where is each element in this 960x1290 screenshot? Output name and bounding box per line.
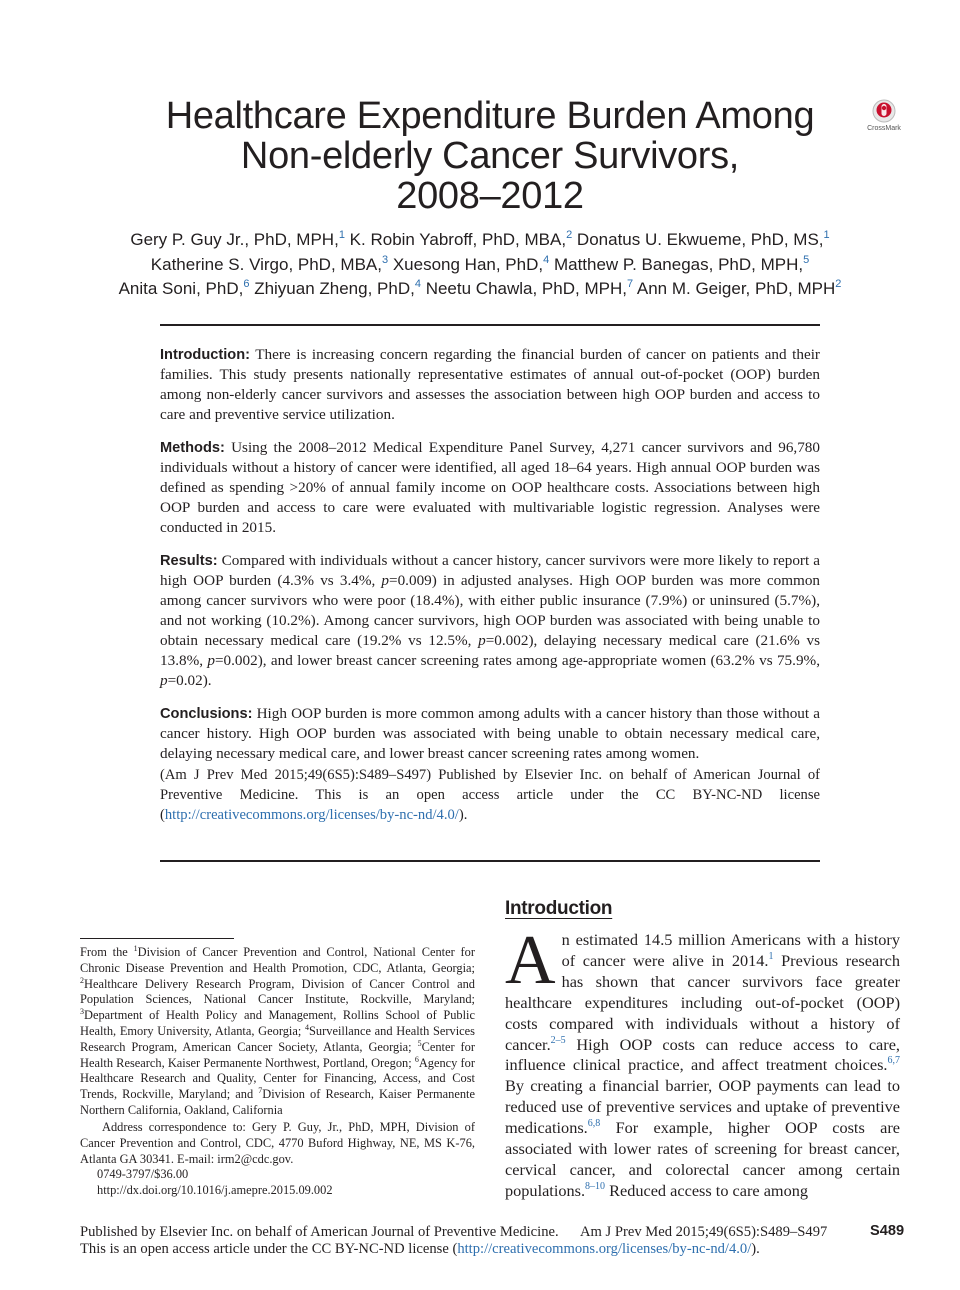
author-affiliation-ref[interactable]: 2 <box>566 229 573 241</box>
affiliation-number: 7 <box>258 1086 263 1096</box>
abstract-results-text: =0.02). <box>167 672 212 689</box>
author: Donatus U. Ekwueme, PhD, MS, <box>576 230 824 249</box>
affiliation: Division of Cancer Prevention and Control, National Center for Chronic Disease Prevention and Health Promotion, CDC, Atlanta, Georgia; <box>80 945 475 975</box>
author-list <box>60 228 900 302</box>
affiliation: Agency for Healthcare Research and Quality, Center for Financing, Access, and Cost Trends, Rockville, Maryland; and <box>80 1055 475 1102</box>
affiliation-number: 1 <box>133 944 138 953</box>
page-number: S489 <box>870 1223 905 1239</box>
affiliation: Department of Health Policy and Management, Rollins School of Public Health, Emory University, Atlanta, Georgia; <box>80 1008 475 1038</box>
doi-link[interactable]: http://dx.doi.org/10.1016/j.amepre.2015.09.002 <box>97 1183 333 1197</box>
license-paren: ( <box>160 807 165 823</box>
license-paren: ). <box>458 807 468 823</box>
affiliation-number: 5 <box>417 1038 422 1048</box>
author: Katherine S. Virgo, PhD, MBA, <box>150 254 382 274</box>
crossmark-icon[interactable] <box>866 98 902 138</box>
footer-journal-citation: Am J Prev Med 2015;49(6S5):S489–S497 <box>580 1224 828 1240</box>
footer-license-text: This is an open access article under the CC BY-NC-ND license ( <box>80 1241 458 1257</box>
reference-link[interactable]: 2–5 <box>550 1034 566 1046</box>
citation-text: (Am J Prev Med 2015;49(6S5):S489–S497) Published by Elsevier Inc. on behalf of American Journal of Preventive Medicine. This is an open access article under the CC BY-NC-ND license <box>160 767 820 803</box>
introduction-heading: Introduction <box>505 898 613 919</box>
author: Neetu Chawla, PhD, MPH, <box>425 279 627 298</box>
author: Zhiyuan Zheng, PhD, <box>254 279 415 298</box>
author: Ann M. Geiger, PhD, MPH <box>636 279 836 298</box>
author: Anita Soni, PhD, <box>118 279 244 298</box>
author-affiliation-ref[interactable]: 5 <box>803 253 810 266</box>
intro-sentence: n estimated 14.5 million Americans with a history of cancer were alive in 2014. <box>561 930 900 970</box>
footer-publisher: Published by Elsevier Inc. on behalf of American Journal of Preventive Medicine. <box>80 1224 559 1240</box>
author: Matthew P. Banegas, PhD, MPH, <box>553 254 804 274</box>
author-affiliation-ref[interactable]: 7 <box>626 278 634 290</box>
affiliation-number: 2 <box>80 975 84 985</box>
footer-license <box>80 1241 760 1258</box>
author-affiliation-ref[interactable]: 1 <box>823 229 830 241</box>
introduction-body <box>505 922 900 1202</box>
affiliations <box>80 945 475 1119</box>
abstract-conclusions <box>160 704 820 764</box>
affiliation-number: 6 <box>414 1054 419 1064</box>
p-value-symbol: p <box>207 652 215 669</box>
abstract-conclusions-heading: Conclusions: <box>160 706 253 722</box>
abstract-results-text: =0.009) in adjusted analyses. High OOP burden was more common among cancer survivors who were poor (18.4%), with either public insurance (7.9%) or uninsured (5.7%), and not working (10.2%). Among cancer survivors, high OOP burden was associated with being unable to obtain necessary medical care (19.2% vs 12.5%, <box>160 572 821 649</box>
title-line-3: 2008–2012 <box>396 175 584 217</box>
abstract-citation <box>160 765 820 825</box>
crossmark-label: CrossMark <box>867 125 901 132</box>
p-value-symbol: p <box>381 572 390 589</box>
author-affiliation-ref[interactable]: 3 <box>381 253 389 266</box>
affiliation: Center for Health Research, Kaiser Permanente Northwest, Portland, Oregon; <box>80 1039 476 1070</box>
affiliation-number: 4 <box>305 1022 310 1032</box>
p-value-symbol: p <box>160 672 168 689</box>
author-affiliation-ref[interactable]: 4 <box>414 278 421 290</box>
correspondence: Address correspondence to: Gery P. Guy, Jr., PhD, MPH, Division of Cancer Prevention and Control, CDC, 4770 Buford Highway, NE, MS K-76, Atlanta GA 30341. E-mail: irm2@cdc.gov. <box>80 1120 475 1166</box>
reference-link[interactable]: 1 <box>768 950 774 962</box>
license-link[interactable]: http://creativecommons.org/licenses/by-nc-nd/4.0/ <box>164 807 459 823</box>
author-affiliation-ref[interactable]: 2 <box>835 278 842 290</box>
affiliation-number: 3 <box>80 1007 84 1017</box>
intro-sentence: By creating a financial barrier, OOP payments can lead to reduced use of preventive services and uptake of preventive medications. <box>505 1076 900 1138</box>
footnote-rule <box>80 938 234 939</box>
abstract-conclusions-text: High OOP burden is more common among adults with a cancer history than those without a cancer history. High OOP burden was associated with being unable to obtain necessary medical care, delaying necessary medical care, and lower breast cancer screening rates among women. <box>160 705 820 762</box>
p-value-symbol: p <box>478 632 486 649</box>
drop-cap: A <box>505 922 556 999</box>
author: Xuesong Han, PhD, <box>392 254 544 274</box>
reference-link[interactable]: 8–10 <box>585 1180 606 1192</box>
intro-sentence: High OOP costs can reduce access to care, influence clinical practice, and affect treatment choices. <box>505 1034 900 1075</box>
intro-sentence: For example, higher OOP costs are associated with lower rates of screening for breast cancer, cervical cancer, and colorectal cancer among certain populations. <box>505 1118 900 1200</box>
abstract-introduction <box>160 345 820 425</box>
author-affiliation-ref[interactable]: 1 <box>338 229 345 241</box>
abstract <box>160 345 820 838</box>
author: K. Robin Yabroff, PhD, MBA, <box>349 230 567 249</box>
abstract-top-rule <box>160 324 820 326</box>
abstract-introduction-text: There is increasing concern regarding the financial burden of cancer on patients and their families. This study presents nationally representative estimates of annual out-of-pocket (OOP) burden among non-elderly cancer survivors and assesses the association between high OOP burden and access to care and preventive service utilization. <box>160 346 820 423</box>
author: Gery P. Guy Jr., PhD, MPH, <box>130 230 339 249</box>
issn: 0749-3797/$36.00 <box>97 1167 189 1181</box>
abstract-results-text: =0.002), and lower breast cancer screening rates among age-appropriate women (63.2% vs 75.9%, <box>214 652 820 669</box>
abstract-bottom-rule <box>160 860 820 862</box>
intro-sentence: Reduced access to care among <box>605 1180 809 1200</box>
abstract-results-text: Compared with individuals without a cancer history, cancer survivors were more likely to report a high OOP burden (4.3% vs 3.4%, <box>160 552 820 589</box>
title-line-1: Healthcare Expenditure Burden Among <box>165 95 815 137</box>
affiliation: Healthcare Delivery Research Program, Division of Cancer Control and Population Sciences, National Cancer Institute, Rockville, Maryland; <box>80 976 475 1007</box>
author-affiliation-ref[interactable]: 6 <box>243 278 250 290</box>
footer-license-link[interactable]: http://creativecommons.org/licenses/by-nc-nd/4.0/ <box>457 1241 752 1257</box>
affiliation: Division of Research, Kaiser Permanente Northern California, Oakland, California <box>80 1087 475 1117</box>
affiliation: Surveillance and Health Services Research Program, American Cancer Society, Atlanta, Georgia; <box>80 1023 475 1054</box>
footer-license-text: ). <box>751 1241 760 1257</box>
abstract-results-text: =0.002), delaying necessary medical care (21.6% vs 13.8%, <box>160 632 820 669</box>
author-affiliation-ref[interactable]: 4 <box>543 253 550 266</box>
abstract-results-heading: Results: <box>160 553 218 569</box>
title-line-2: Non-elderly Cancer Survivors, <box>240 135 740 177</box>
article-title <box>120 96 860 216</box>
abstract-methods-heading: Methods: <box>160 440 225 456</box>
abstract-introduction-heading: Introduction: <box>160 347 250 363</box>
intro-sentence: Previous research has shown that cancer survivors face greater healthcare expenditures including out-of-pocket (OOP) costs compared with individuals without a history of cancer. <box>505 950 900 1054</box>
abstract-methods-text: Using the 2008–2012 Medical Expenditure Panel Survey, 4,271 cancer survivors and 96,780 individuals without a history of cancer were identified, all aged 18–64 years. High annual OOP burden was defined as spending >20% of annual family income on OOP healthcare costs. Associations between high OOP burden and access to care were evaluated with multivariable logistic regression. Analyses were conducted in 2015. <box>160 439 820 536</box>
abstract-methods <box>160 438 820 538</box>
affiliation-prefix: From the <box>80 945 134 959</box>
abstract-results <box>160 551 820 691</box>
reference-link[interactable]: 6,7 <box>887 1055 900 1067</box>
reference-link[interactable]: 6,8 <box>587 1118 601 1130</box>
